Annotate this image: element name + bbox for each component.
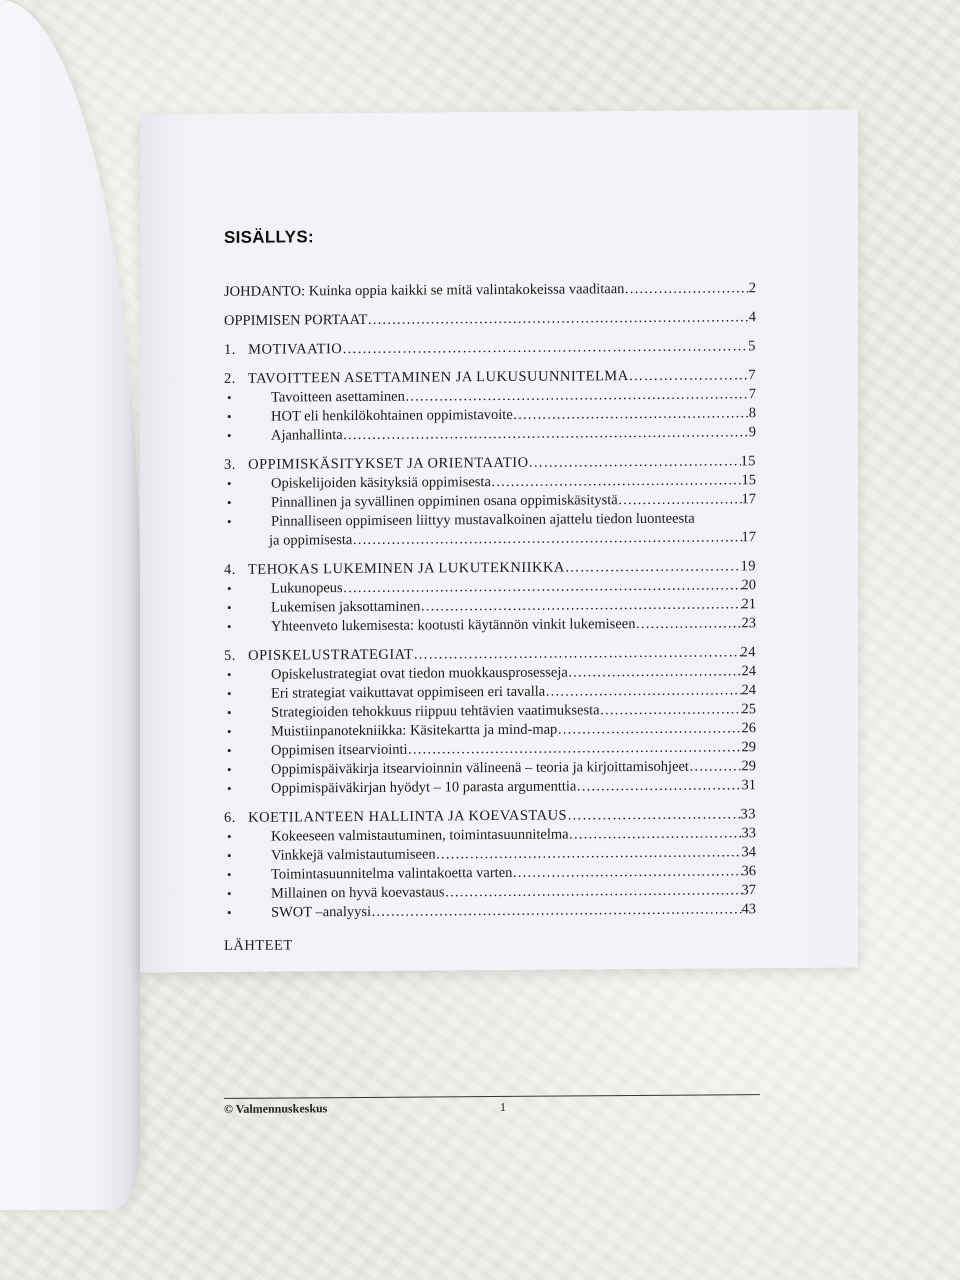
subsection-row [224, 529, 756, 552]
chapter-title: TAVOITTEEN ASETTAMINEN JA LUKUSUUNNITELMA [247, 368, 629, 387]
subsection-label: Oppimisen itsearviointi [271, 741, 408, 759]
subsection-page: 43 [741, 901, 756, 918]
chapter-number: 2. [224, 370, 236, 387]
subsection-row [224, 615, 756, 638]
bullet-icon [225, 686, 271, 703]
dot-leader [371, 901, 741, 921]
subsection-label: Millainen on hyvä koevastaus [271, 884, 445, 902]
document-page [140, 109, 858, 1116]
chapter-page: 15 [740, 453, 756, 470]
chapter-heading [224, 368, 629, 388]
bullet-icon [225, 781, 271, 798]
dot-leader [576, 777, 741, 795]
facing-page [0, 0, 140, 1210]
subsection-label: Strategioiden tehokkuus riippuu tehtävien vaatimuksesta [271, 702, 600, 721]
page-number: 1 [500, 1099, 506, 1114]
subsection-entry [269, 665, 568, 684]
subsection-page: 9 [748, 424, 756, 441]
subsection-page: 34 [741, 844, 756, 861]
subsection-page: 26 [741, 720, 756, 737]
subsection-label: Toimintasuunnitelma valintakoetta varten [271, 864, 513, 883]
chapter-number: 5. [224, 647, 236, 664]
dot-leader [342, 338, 748, 358]
dot-leader [600, 701, 742, 719]
subsection-label: HOT eli henkilökohtainen oppimistavoite [271, 406, 513, 425]
bullet-icon [225, 390, 271, 407]
bullet-icon [225, 514, 271, 531]
dot-leader [635, 615, 741, 633]
subsection-label: Yhteenveto lukemisesta: kootusti käytännön vinkit lukemiseen [271, 616, 636, 635]
dot-leader [567, 806, 740, 824]
subsection-entry [269, 616, 635, 636]
subsection-label: Lukemisen jaksottaminen [271, 598, 421, 616]
bullet-icon [225, 743, 271, 760]
bullet-icon [225, 619, 271, 636]
dot-leader [618, 491, 742, 509]
subsection-entry [269, 884, 445, 902]
toc-title: SISÄLLYS: [224, 227, 314, 247]
chapter-title: MOTIVAATIO [248, 341, 343, 358]
bullet-icon [225, 886, 271, 903]
subsection-label: Pinnalliseen oppimiseen liittyy mustavalkoinen ajattelu tiedon luonteesta [271, 510, 695, 530]
dot-leader [408, 739, 742, 758]
toc-entry [224, 280, 756, 303]
dot-leader [512, 863, 741, 882]
bullet-icon [225, 581, 271, 598]
dot-leader [513, 405, 749, 424]
dot-leader [405, 386, 749, 405]
entry-page: 2 [748, 280, 756, 297]
dot-leader [343, 424, 749, 444]
subsection-entry [269, 684, 545, 703]
subsection-row [224, 777, 756, 800]
subsection-label: Oppimispäiväkirjan hyödyt – 10 parasta argumenttia [271, 778, 577, 797]
chapter-number: 1. [224, 341, 236, 358]
dot-leader [413, 644, 740, 663]
subsection-page: 37 [741, 882, 756, 899]
subsection-label: Vinkkejä valmistautumiseen [271, 846, 436, 864]
subsection-label: SWOT –analyysi [271, 903, 372, 921]
subsection-entry [269, 827, 569, 846]
subsection-page: 17 [741, 529, 756, 546]
dot-leader [545, 682, 741, 700]
dot-leader [568, 663, 742, 681]
dot-leader [689, 758, 742, 775]
subsection-page: 25 [741, 701, 756, 718]
page-footer [224, 1098, 760, 1122]
subsection-page: 21 [741, 596, 756, 613]
chapter-heading [224, 560, 565, 579]
subsection-page: 31 [741, 777, 756, 794]
sources-heading: LÄHTEET [224, 937, 293, 954]
bullet-icon [225, 705, 271, 722]
copyright-text: © Valmennuskeskus [224, 1101, 328, 1116]
subsection-page: 24 [741, 663, 756, 680]
subsection-entry [269, 759, 689, 779]
subsection-entry [269, 511, 695, 531]
subsection-label: Tavoitteen asettaminen [271, 388, 405, 406]
bullet-icon [225, 867, 271, 884]
entry-label: JOHDANTO: Kuinka oppia kaikki se mitä valintakokeissa vaaditaan [224, 281, 625, 300]
subsection-label: Eri strategiat vaikuttavat oppimiseen eri tavalla [271, 683, 546, 702]
bullet-icon [225, 409, 271, 426]
chapter-title: KOETILANTEEN HALLINTA JA KOEVASTAUS [248, 807, 568, 826]
dot-leader [624, 280, 748, 298]
chapter-title: OPISKELUSTRATEGIAT [248, 646, 414, 664]
bullet-icon [225, 667, 271, 684]
subsection-page: 23 [741, 615, 756, 632]
dot-leader [367, 309, 748, 329]
subsection-entry [269, 778, 576, 797]
subsection-entry [269, 599, 420, 617]
chapter-title: OPPIMISKÄSITYKSET JA ORIENTAATIO [248, 454, 529, 473]
subsection-label: Oppimispäiväkirja itsearvioinnin välineenä – teoria ja kirjoittamisohjeet [271, 758, 689, 778]
entry-page: 4 [748, 309, 756, 326]
bullet-icon [225, 829, 271, 846]
dot-leader [352, 529, 741, 549]
dot-leader [629, 367, 749, 385]
bullet-icon [225, 762, 271, 779]
bullet-icon [225, 724, 271, 741]
subsection-entry [269, 407, 513, 426]
chapter-title: TEHOKAS LUKEMINEN JA LUKUTEKNIIKKA [247, 559, 565, 578]
subsection-label: ja oppimisesta [269, 532, 353, 549]
subsection-page: 7 [748, 386, 756, 403]
chapter-number: 3. [224, 456, 236, 473]
chapter-heading [224, 808, 567, 827]
subsection-entry [269, 427, 343, 445]
subsection-page: 29 [741, 758, 756, 775]
subsection-page: 36 [741, 863, 756, 880]
subsection-entry [269, 742, 408, 760]
subsection-page: 24 [741, 682, 756, 699]
dot-leader [491, 472, 742, 491]
subsection-entry [269, 532, 352, 550]
dot-leader [569, 825, 742, 843]
dot-leader [529, 453, 741, 471]
subsection-label: Opiskelijoiden käsityksiä oppimisesta [271, 474, 491, 492]
subsection-label: Kokeeseen valmistautuminen, toimintasuunnitelma [271, 826, 569, 845]
bullet-icon [225, 495, 271, 512]
subsection-entry [269, 702, 600, 721]
subsection-label: Pinnallinen ja syvällinen oppiminen osana oppimiskäsitystä [271, 492, 618, 511]
bullet-icon [225, 428, 271, 445]
subsection-page: 8 [748, 405, 756, 422]
dot-leader [445, 882, 742, 901]
chapter-page: 19 [740, 558, 756, 575]
subsection-label: Opiskelustrategiat ovat tiedon muokkausprosesseja [271, 664, 568, 683]
subsection-label: Ajanhallinta [271, 427, 343, 444]
dot-leader [420, 596, 741, 615]
chapter-heading [224, 455, 529, 474]
chapter-page: 7 [748, 367, 756, 384]
subsection-page: 20 [741, 577, 756, 594]
bullet-icon [225, 600, 271, 617]
entry-label: OPPIMISEN PORTAAT [224, 311, 368, 329]
bullet-icon [225, 848, 271, 865]
bullet-icon [225, 476, 271, 493]
subsection-row [224, 424, 756, 447]
subsection-row [224, 901, 756, 924]
subsection-entry [269, 865, 512, 884]
dot-leader [565, 558, 741, 576]
dot-leader [436, 844, 742, 863]
table-of-contents [224, 280, 756, 955]
chapter-page: 33 [740, 806, 756, 823]
subsection-entry [269, 492, 618, 511]
chapter-number: 6. [224, 809, 236, 826]
subsection-entry [269, 580, 343, 598]
toc-entry [224, 309, 756, 332]
subsection-label: Muistiinpanotekniikka: Käsitekartta ja mind-map [271, 721, 558, 740]
subsection-entry [269, 389, 405, 407]
chapter-heading [224, 647, 413, 665]
dot-leader [557, 720, 741, 738]
chapter-row [224, 338, 756, 361]
chapter-heading [224, 341, 342, 359]
subsection-page: 29 [741, 739, 756, 756]
chapter-number: 4. [224, 561, 236, 578]
subsection-label: Lukunopeus [271, 580, 343, 597]
subsection-page: 17 [741, 491, 756, 508]
subsection-entry [269, 474, 491, 493]
subsection-page: 15 [741, 472, 756, 489]
bullet-icon [225, 905, 271, 922]
chapter-page: 24 [740, 644, 756, 661]
subsection-entry [269, 846, 436, 864]
subsection-page: 33 [741, 825, 756, 842]
dot-leader [343, 577, 742, 597]
subsection-entry [269, 904, 371, 922]
chapter-page: 5 [748, 338, 756, 355]
subsection-entry [269, 722, 557, 741]
